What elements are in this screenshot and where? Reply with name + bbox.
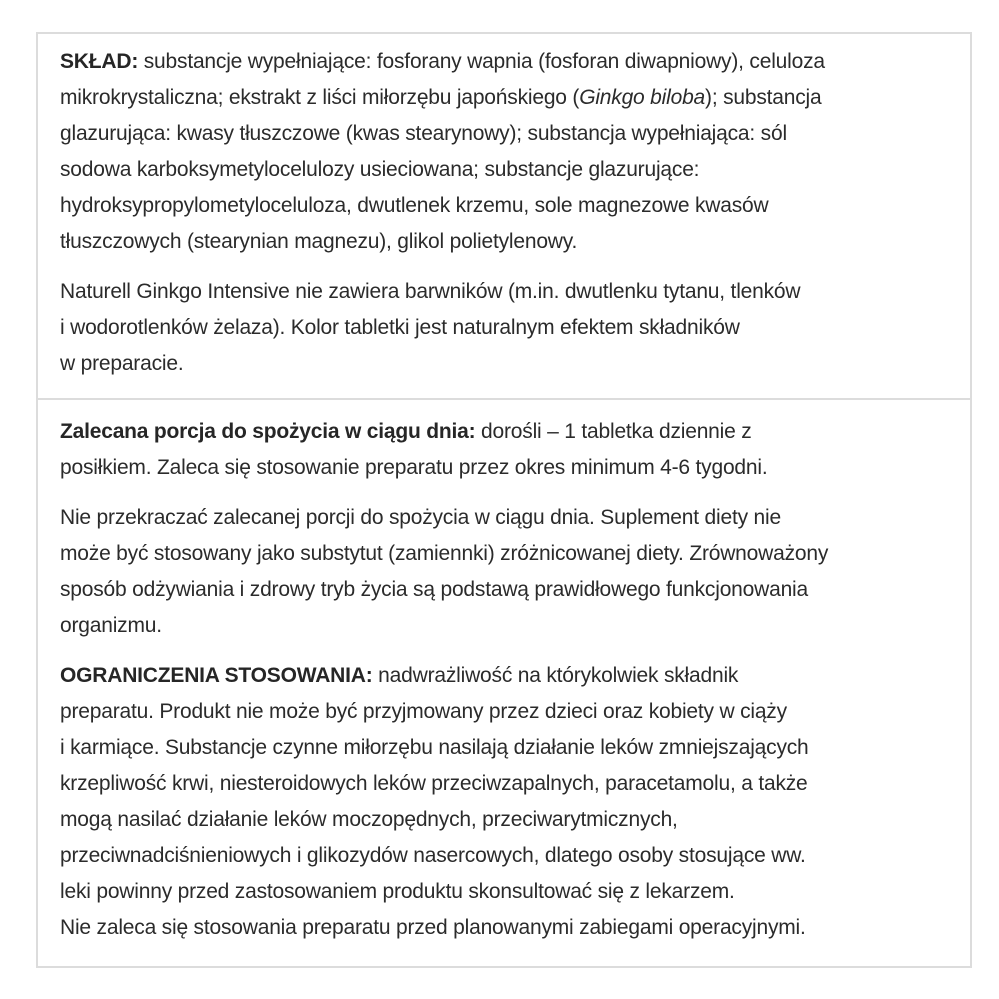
warning-paragraph — [60, 500, 948, 644]
text-span: mikrokrystaliczna; ekstrakt z liści miłorzębu japońskiego ( — [60, 86, 580, 109]
dosage-paragraph — [60, 414, 948, 486]
text-line — [60, 414, 948, 450]
text-line: tłuszczowych (stearynian magnezu), glikol polietylenowy. — [60, 230, 578, 253]
text-line: Nie zaleca się stosowania preparatu przed planowanymi zabiegami operacyjnymi. — [60, 916, 806, 939]
composition-heading: SKŁAD: — [60, 50, 139, 73]
text-line: Nie przekraczać zalecanej porcji do spożycia w ciągu dnia. Suplement diety nie — [60, 506, 781, 529]
text-line — [60, 80, 948, 116]
text-line: w preparacie. — [60, 352, 184, 375]
text-span: dorośli – 1 tabletka dziennie z — [475, 420, 752, 443]
text-line: posiłkiem. Zaleca się stosowanie preparatu przez okres minimum 4-6 tygodni. — [60, 456, 768, 479]
text-line: i wodorotlenków żelaza). Kolor tabletki jest naturalnym efektem składników — [60, 316, 740, 339]
composition-paragraph — [60, 44, 948, 260]
text-span: substancje wypełniające: fosforany wapnia (fosforan diwapniowy), celuloza — [138, 50, 825, 73]
restrictions-heading: OGRANICZENIA STOSOWANIA: — [60, 664, 373, 687]
text-span: nadwrażliwość na którykolwiek składnik — [372, 664, 739, 687]
usage-section — [38, 400, 970, 946]
restrictions-paragraph — [60, 658, 948, 946]
text-line: przeciwnadciśnieniowych i glikozydów nasercowych, dlatego osoby stosujące ww. — [60, 844, 806, 867]
text-line: preparatu. Produkt nie może być przyjmowany przez dzieci oraz kobiety w ciąży — [60, 700, 787, 723]
colorants-paragraph — [60, 274, 948, 382]
text-line — [60, 658, 948, 694]
text-line: może być stosowany jako substytut (zamiennki) zróżnicowanej diety. Zrównoważony — [60, 542, 829, 565]
text-span: ); substancja — [705, 86, 822, 109]
product-label-panel — [36, 32, 972, 968]
text-line: Naturell Ginkgo Intensive nie zawiera barwników (m.in. dwutlenku tytanu, tlenków — [60, 280, 801, 303]
dosage-heading: Zalecana porcja do spożycia w ciągu dnia: — [60, 420, 476, 443]
text-line: i karmiące. Substancje czynne miłorzębu nasilają działanie leków zmniejszających — [60, 736, 809, 759]
latin-name: Ginkgo biloba — [579, 86, 706, 109]
text-line: krzepliwość krwi, niesteroidowych leków przeciwzapalnych, paracetamolu, a także — [60, 772, 808, 795]
composition-section — [38, 34, 970, 400]
text-line: organizmu. — [60, 614, 162, 637]
text-line: sodowa karboksymetylocelulozy usieciowana; substancje glazurujące: — [60, 158, 700, 181]
text-line: glazurująca: kwasy tłuszczowe (kwas stearynowy); substancja wypełniająca: sól — [60, 122, 787, 145]
text-line: leki powinny przed zastosowaniem produktu skonsultować się z lekarzem. — [60, 880, 735, 903]
text-line: sposób odżywiania i zdrowy tryb życia są podstawą prawidłowego funkcjonowania — [60, 578, 809, 601]
text-line: mogą nasilać działanie leków moczopędnych, przeciwarytmicznych, — [60, 808, 678, 831]
text-line — [60, 44, 948, 80]
text-line: hydroksypropylometyloceluloza, dwutlenek krzemu, sole magnezowe kwasów — [60, 194, 769, 217]
